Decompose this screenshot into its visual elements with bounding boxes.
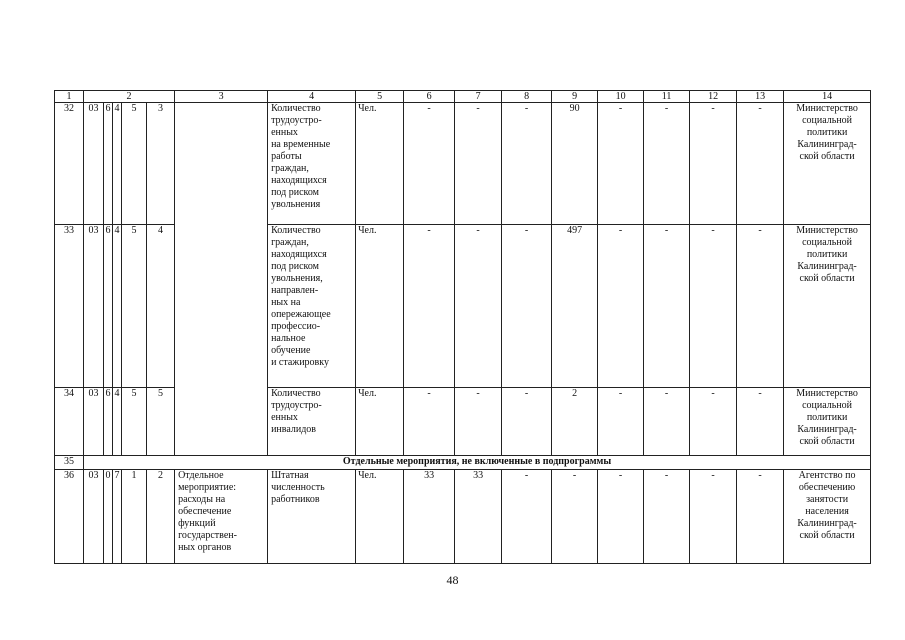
value-cell: - [598,470,644,564]
indicator-cell: Количество граждан, находящихся под риском увольнения, направлен- ных на опережающее профессио- нальное обучение и стажировку [268,225,356,388]
value-cell: 2 [552,388,598,456]
unit-cell: Чел. [356,388,404,456]
value-cell: - [690,388,737,456]
table-row [55,470,871,564]
header-cell: 7 [455,91,502,103]
header-cell: 11 [644,91,690,103]
value-cell: - [455,103,502,225]
code-cell: 4 [113,103,122,225]
header-cell: 6 [404,91,455,103]
value-cell: 90 [552,103,598,225]
code-cell: 03 [84,103,104,225]
value-cell: - [737,388,784,456]
code-cell: 4 [147,225,175,388]
row-number: 34 [55,388,84,456]
value-cell: - [644,103,690,225]
unit-cell: Чел. [356,470,404,564]
header-cell: 9 [552,91,598,103]
value-cell: - [644,470,690,564]
header-cell: 5 [356,91,404,103]
value-cell: - [690,470,737,564]
row-number: 35 [55,456,84,470]
value-cell: - [502,225,552,388]
value-cell: 33 [455,470,502,564]
value-cell: - [404,388,455,456]
measure-cell: Отдельное мероприятие: расходы на обеспечение функций государствен- ных органов [175,470,268,564]
agency-cell: Министерство социальной политики Калининград- ской области [784,225,871,388]
header-cell: 8 [502,91,552,103]
code-cell: 5 [122,388,147,456]
value-cell: - [737,470,784,564]
value-cell: - [404,103,455,225]
code-cell: 0 [104,470,113,564]
value-cell: - [598,225,644,388]
row-number: 33 [55,225,84,388]
value-cell: - [502,103,552,225]
value-cell: - [404,225,455,388]
header-cell: 10 [598,91,644,103]
value-cell: 497 [552,225,598,388]
value-cell: - [737,225,784,388]
code-cell: 6 [104,225,113,388]
value-cell: - [598,388,644,456]
code-cell: 2 [147,470,175,564]
code-cell: 5 [147,388,175,456]
code-cell: 03 [84,470,104,564]
header-cell: 14 [784,91,871,103]
value-cell: 33 [404,470,455,564]
code-cell: 4 [113,225,122,388]
header-cell: 12 [690,91,737,103]
code-cell: 5 [122,103,147,225]
indicator-cell: Штатная численность работников [268,470,356,564]
unit-cell: Чел. [356,103,404,225]
header-cell: 2 [84,91,175,103]
header-cell: 1 [55,91,84,103]
row-number: 32 [55,103,84,225]
indicator-cell: Количество трудоустро- енных на временные работы граждан, находящихся под риском увольнения [268,103,356,225]
section-row [55,456,871,470]
value-cell: - [644,388,690,456]
agency-cell: Министерство социальной политики Калининград- ской области [784,388,871,456]
value-cell: - [502,470,552,564]
section-title: Отдельные мероприятия, не включенные в подпрограммы [84,456,871,470]
header-cell: 13 [737,91,784,103]
value-cell: - [737,103,784,225]
header-row [55,91,871,103]
measure-cell [175,103,268,456]
page-number: 48 [446,573,459,587]
value-cell: - [502,388,552,456]
row-number: 36 [55,470,84,564]
agency-cell: Агентство по обеспечению занятости населения Калининград- ской области [784,470,871,564]
value-cell: - [598,103,644,225]
value-cell: - [455,388,502,456]
header-cell: 4 [268,91,356,103]
code-cell: 6 [104,103,113,225]
value-cell: - [552,470,598,564]
code-cell: 4 [113,388,122,456]
agency-cell: Министерство социальной политики Калининград- ской области [784,103,871,225]
indicators-table [54,90,871,564]
header-cell: 3 [175,91,268,103]
code-cell: 03 [84,388,104,456]
value-cell: - [644,225,690,388]
code-cell: 5 [122,225,147,388]
code-cell: 03 [84,225,104,388]
value-cell: - [690,225,737,388]
unit-cell: Чел. [356,225,404,388]
value-cell: - [455,225,502,388]
indicator-cell: Количество трудоустро- енных инвалидов [268,388,356,456]
code-cell: 3 [147,103,175,225]
table-row [55,103,871,225]
value-cell: - [690,103,737,225]
code-cell: 1 [122,470,147,564]
code-cell: 7 [113,470,122,564]
code-cell: 6 [104,388,113,456]
